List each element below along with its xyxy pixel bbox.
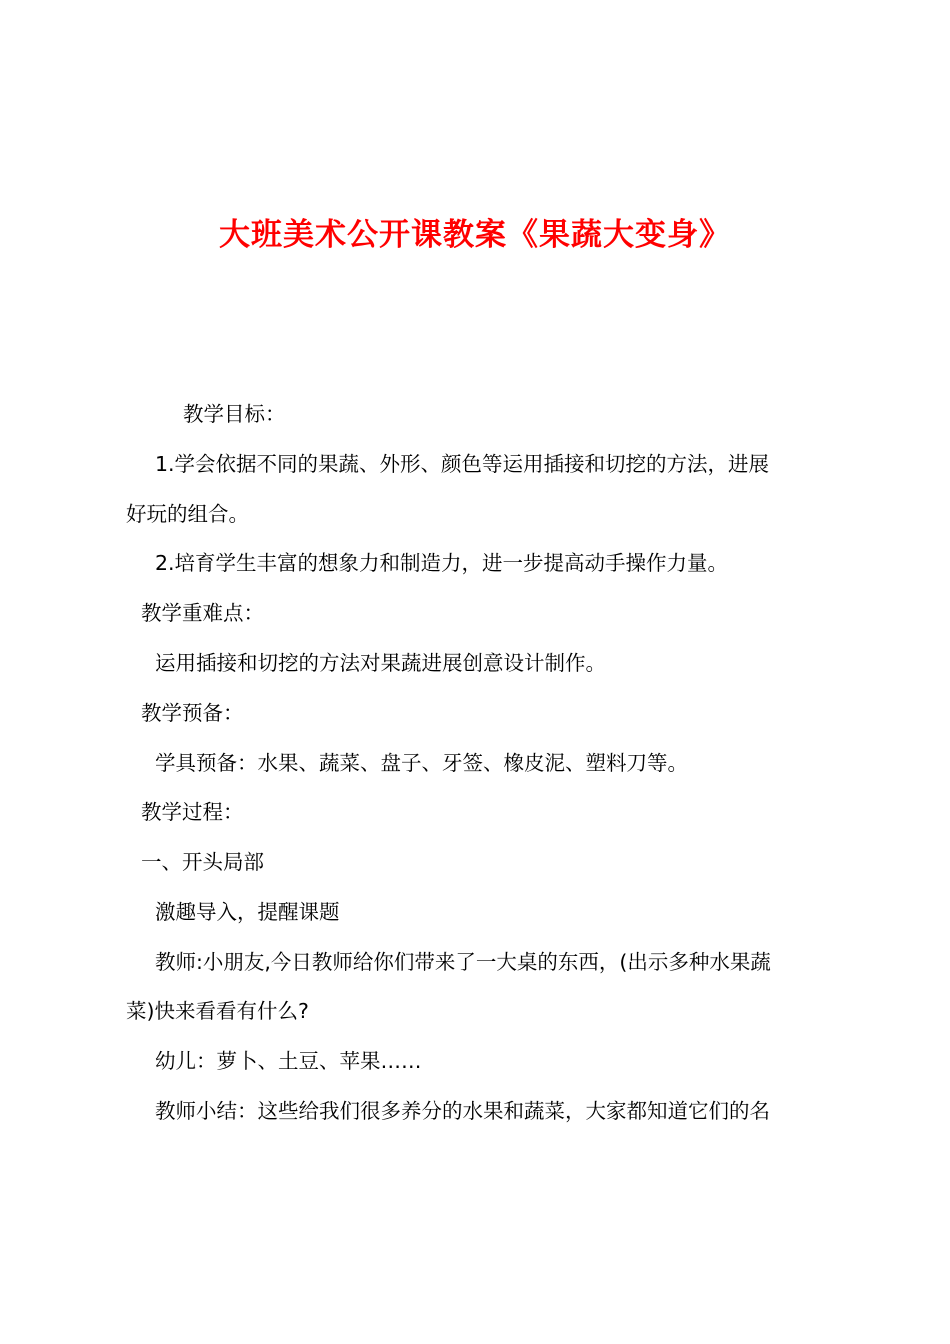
paragraph-materials: 学具预备：水果、蔬菜、盘子、牙签、橡皮泥、塑料刀等。: [155, 751, 688, 775]
paragraph-goal-2: 2.培育学生丰富的想象力和制造力，进一步提高动手操作力量。: [155, 551, 729, 575]
paragraph-intro: 激趣导入，提醒课题: [155, 900, 340, 924]
paragraph-teacher-1: 教师:小朋友,今日教师给你们带来了一大桌的东西，(出示多种水果蔬: [155, 950, 771, 974]
paragraph-goal-1-continued: 好玩的组合。: [126, 502, 249, 526]
section-heading-process: 教学过程：: [141, 800, 244, 824]
section-heading-preparation: 教学预备：: [141, 701, 244, 725]
paragraph-goal-1: 1.学会依据不同的果蔬、外形、颜色等运用插接和切挖的方法，进展: [155, 452, 770, 476]
subsection-heading-opening: 一、开头局部: [141, 850, 264, 874]
section-heading-goals: 教学目标：: [183, 402, 286, 426]
paragraph-teacher-summary: 教师小结：这些给我们很多养分的水果和蔬菜，大家都知道它们的名: [155, 1099, 770, 1123]
paragraph-children: 幼儿：萝卜、土豆、苹果……: [155, 1049, 422, 1073]
paragraph-key-points: 运用插接和切挖的方法对果蔬进展创意设计制作。: [155, 651, 606, 675]
document-title: 大班美术公开课教案《果蔬大变身》: [219, 217, 731, 253]
section-heading-key-points: 教学重难点：: [141, 601, 264, 625]
paragraph-teacher-1-continued: 菜)快来看看有什么?: [126, 999, 309, 1023]
